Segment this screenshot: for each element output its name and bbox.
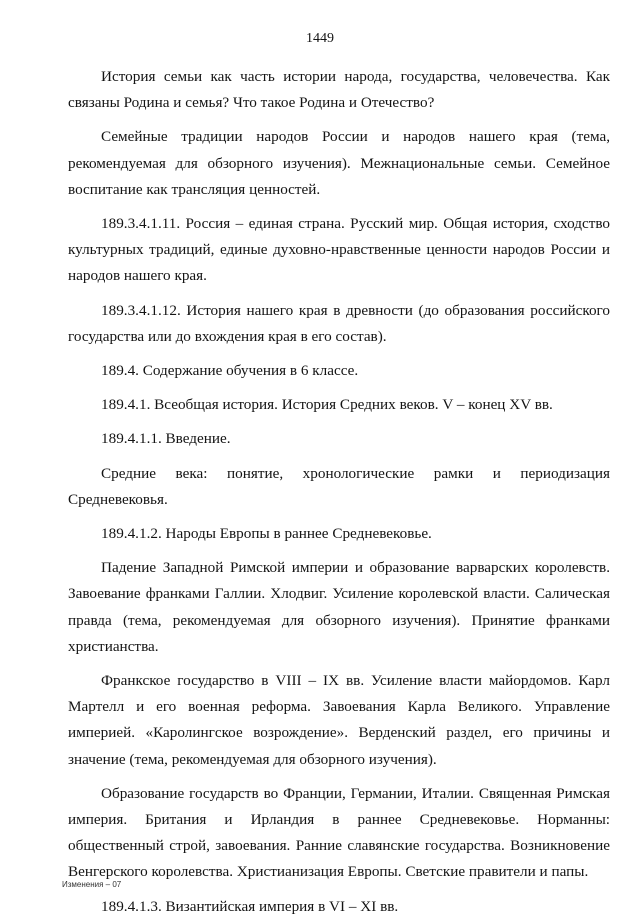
paragraph-states-formation: Образование государств во Франции, Германии, Италии. Священная Римская империя. Британия и Ирландия в раннее Средневековье. Норманны: общественный строй, завоевания. Ранние славянские государства. Возникновение Венгерского королевства. Христианизация Европы. Светские правители и папы. <box>68 784 610 881</box>
heading-189-4: 189.4. Содержание обучения в 6 классе. <box>101 362 359 380</box>
heading-189-4-1: 189.4.1. Всеобщая история. История Средних веков. V – конец XV вв. <box>101 396 553 414</box>
heading-189-4-1-3: 189.4.1.3. Византийская империя в VI – XI вв. <box>101 897 399 915</box>
heading-189-4-1-2: 189.4.1.2. Народы Европы в раннее Средневековье. <box>101 525 432 543</box>
paragraph-middle-ages: Средние века: понятие, хронологические рамки и периодизация Средневековья. <box>68 464 610 508</box>
paragraph-189-3-4-1-11: 189.3.4.1.11. Россия – единая страна. Русский мир. Общая история, сходство культурных традиций, единые духовно-нравственные ценности народов России и народов нашего края. <box>68 215 610 285</box>
page-number: 1449 <box>306 31 334 46</box>
paragraph-frankish-state: Франкское государство в VIII – IX вв. Усиление власти майордомов. Карл Мартелл и его военная реформа. Завоевания Карла Великого. Управление империей. «Каролингское возрождение». Верденский раздел, его причины и значение (тема, рекомендуемая для обзорного изучения). <box>68 672 610 768</box>
paragraph-family-history: История семьи как часть истории народа, государства, человечества. Как связаны Родина и семья? Что такое Родина и Отечество? <box>68 68 610 112</box>
document-body <box>68 64 610 920</box>
paragraph-western-roman-empire: Падение Западной Римской империи и образование варварских королевств. Завоевание франками Галлии. Хлодвиг. Усиление королевской власти. Салическая правда (тема, рекомендуемая для обзорного изучения). Принятие франками христианства. <box>68 559 610 655</box>
revision-footer: Изменения – 07 <box>62 880 122 889</box>
heading-189-4-1-1: 189.4.1.1. Введение. <box>101 430 231 448</box>
paragraph-family-traditions: Семейные традиции народов России и народов нашего края (тема, рекомендуемая для обзорного изучения). Межнациональные семьи. Семейное воспитание как трансляция ценностей. <box>68 128 610 198</box>
paragraph-189-3-4-1-12: 189.3.4.1.12. История нашего края в древности (до образования российского государства или до вхождения края в его состав). <box>68 301 610 345</box>
